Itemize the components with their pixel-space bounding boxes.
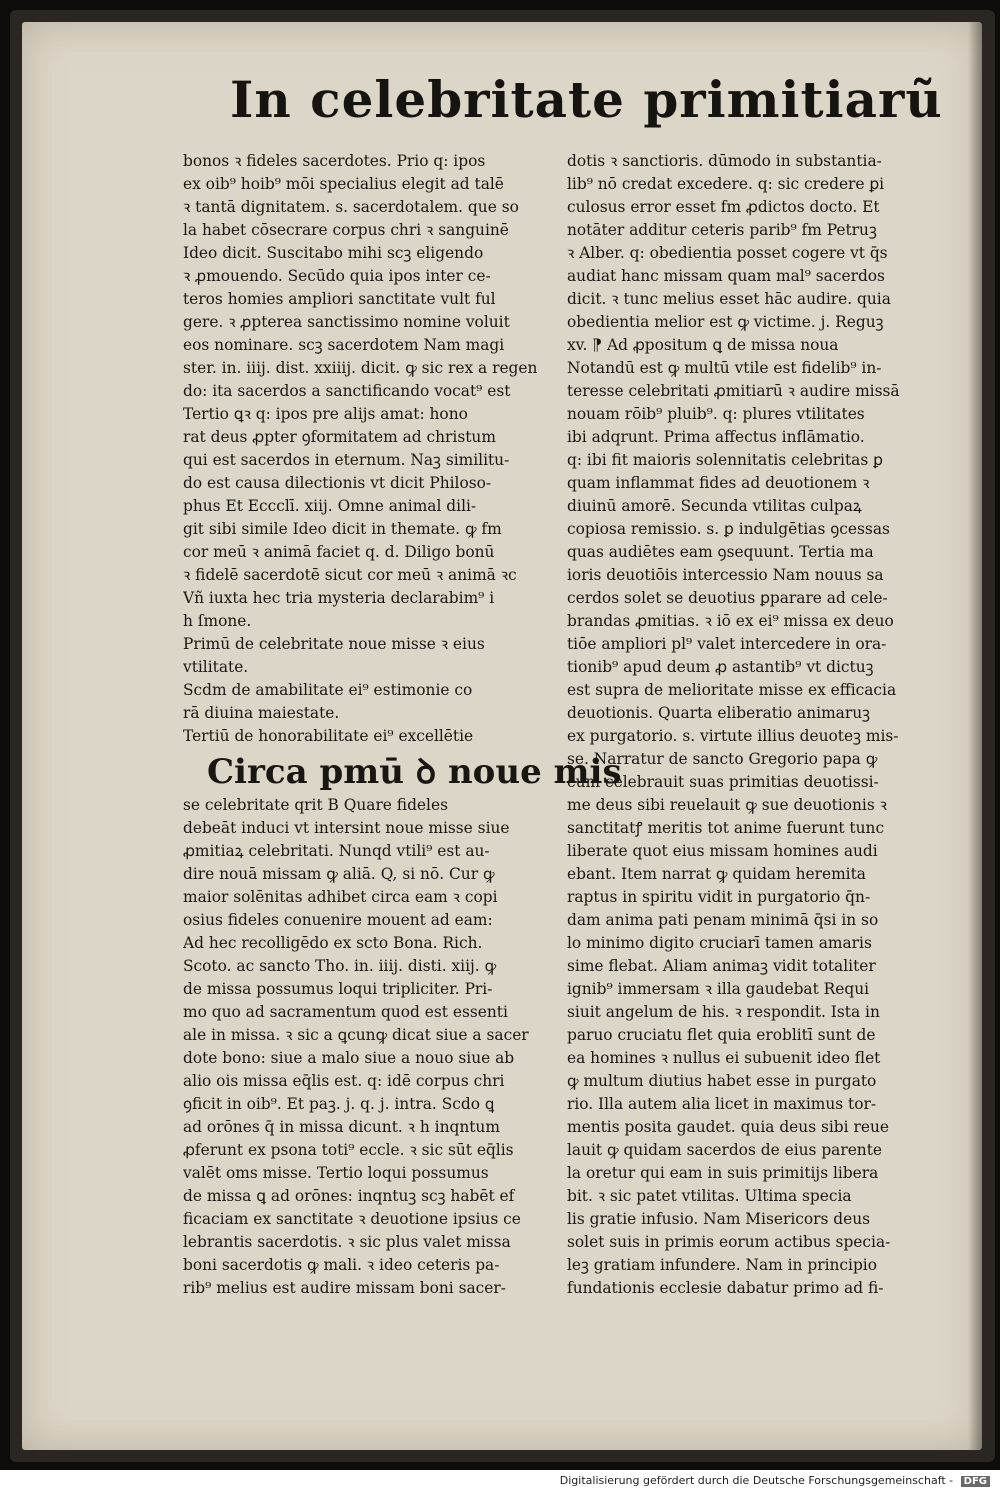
text-line: qui est sacerdos in eternum. Naꝫ similitu-	[183, 451, 510, 469]
text-line: ignib⁹ immersam ꝛ illa gaudebat Requi	[567, 980, 870, 998]
left-column-text-block-b	[183, 794, 551, 1300]
text-line: boni sacerdotis ꝙ mali. ꝛ ideo ceteris pa-	[183, 1256, 500, 1274]
text-line: de missa ꝗ ad orōnes: inqntuꝫ scꝫ habēt ef	[183, 1187, 515, 1205]
text-line: Tertiū de honorabilitate ei⁹ excellētie	[183, 727, 474, 745]
text-line: ꝛ fidelē sacerdotē sicut cor meū ꝛ animā ꝛc	[183, 566, 517, 584]
text-line: Scdm de amabilitate ei⁹ estimonie co	[183, 681, 473, 699]
text-line: ꝛ tantā dignitatem. s. sacerdotalem. que so	[183, 198, 519, 216]
right-column	[567, 150, 935, 1300]
text-line: lebrantis sacerdotis. ꝛ sic plus valet missa	[183, 1233, 511, 1251]
text-line: brandas ꝓmitias. ꝛ iō ex ei⁹ missa ex deuo	[567, 612, 894, 630]
text-line: Vñ iuxta hec tria mysteria declarabim⁹ i	[183, 589, 495, 607]
text-line: do est causa dilectionis vt dicit Philoso-	[183, 474, 492, 492]
text-line: ꝓmitiaꝝ celebritati. Nunqd vtili⁹ est au-	[183, 842, 490, 860]
text-line: Scoto. ac sancto Tho. in. iiij. disti. xiij. ꝙ	[183, 957, 497, 975]
text-line: quam inflammat fides ad deuotionem ꝛ	[567, 474, 870, 492]
text-line: tionib⁹ apud deum ꝓ astantib⁹ vt dictuꝫ	[567, 658, 874, 676]
text-line: rio. Illa autem alia licet in maximus tor-	[567, 1095, 877, 1113]
text-line: lo minimo digito cruciarī tamen amaris	[567, 934, 872, 952]
text-line: rat deus ꝓpter ꝯformitatem ad christum	[183, 428, 496, 446]
text-line: solet suis in primis eorum actibus specia-	[567, 1233, 891, 1251]
text-line: ꝙ multum diutius habet esse in purgato	[567, 1072, 877, 1090]
text-line: ꝓferunt ex psona toti⁹ eccle. ꝛ sic sūt eq̄lis	[183, 1141, 514, 1159]
text-line: rib⁹ melius est audire missam boni sacer-	[183, 1279, 506, 1297]
text-line: de missa possumus loqui tripliciter. Pri-	[183, 980, 493, 998]
text-line: nouam rōib⁹ pluib⁹. q: plures vtilitates	[567, 405, 865, 423]
text-line: dam anima pati penam minimā q̄si in so	[567, 911, 879, 929]
text-line: lib⁹ nō credat excedere. q: sic credere ꝑi	[567, 175, 885, 193]
text-line: dote bono: siue a malo siue a nouo siue ab	[183, 1049, 515, 1067]
text-line: ioris deuotiōis intercessio Nam nouus sa	[567, 566, 884, 584]
text-line: Notandū est ꝙ multū vtile est fidelib⁹ in-	[567, 359, 882, 377]
left-column	[183, 150, 622, 1300]
text-line: ea homines ꝛ nullus ei subuenit ideo flet	[567, 1049, 881, 1067]
text-line: Tertio ꝗꝛ q: ipos pre alijs amat: hono	[183, 405, 468, 423]
section-heading: Circa pmū ꝺ noue mis	[207, 752, 622, 792]
text-line: leꝫ gratiam infundere. Nam in principio	[567, 1256, 877, 1274]
text-line: dire nouā missam ꝙ aliā. Q, si nō. Cur ꝙ	[183, 865, 495, 883]
text-line: quas audiētes eam ꝯsequunt. Tertia ma	[567, 543, 874, 561]
text-line: cerdos solet se deuotius ꝑparare ad cele-	[567, 589, 888, 607]
text-line: deuotionis. Quarta eliberatio animaruꝫ	[567, 704, 870, 722]
text-line: phus Et Eccclī. xiij. Omne animal dili-	[183, 497, 477, 515]
text-line: Ad hec recolligēdo ex scto Bona. Rich.	[183, 934, 483, 952]
text-line: vtilitate.	[183, 658, 249, 676]
digitization-credit	[560, 1474, 990, 1487]
text-line: ꝛ Alber. q: obedientia posset cogere vt q̄s	[567, 244, 888, 262]
text-line: est supra de melioritate misse ex efficacia	[567, 681, 897, 699]
text-line: siuit angelum de his. ꝛ respondit. Ista in	[567, 1003, 880, 1021]
text-line: se. Narratur de sancto Gregorio papa ꝙ	[567, 750, 878, 768]
text-line: ex oib⁹ hoib⁹ mōi specialius elegit ad talē	[183, 175, 504, 193]
left-column-text-block-a	[183, 150, 551, 748]
right-column-text-block	[567, 150, 935, 1300]
text-line: gere. ꝛ ꝓpterea sanctissimo nomine voluit	[183, 313, 510, 331]
text-line: git sibi simile Ideo dicit in themate. ꝙ fm	[183, 520, 502, 538]
text-line: me deus sibi reuelauit ꝙ sue deuotionis ꝛ	[567, 796, 887, 814]
text-line: notāter additur ceteris parib⁹ fm Petruꝫ	[567, 221, 877, 239]
text-line: ad orōnes q̄ in missa dicunt. ꝛ h inqntum	[183, 1118, 500, 1136]
text-line: paruo cruciatu flet quia eroblitī sunt de	[567, 1026, 876, 1044]
text-line: Ideo dicit. Suscitabo mihi scꝫ eligendo	[183, 244, 484, 262]
text-line: la oretur qui eam in suis primitijs libera	[567, 1164, 879, 1182]
text-line: dotis ꝛ sanctioris. dūmodo in substantia-	[567, 152, 882, 170]
text-line: osius fideles conuenire mouent ad eam:	[183, 911, 493, 929]
text-line: fundationis ecclesie dabatur primo ad fi-	[567, 1279, 884, 1297]
text-line: cum celebrauit suas primitias deuotissi-	[567, 773, 879, 791]
text-line: mo quo ad sacramentum quod est essenti	[183, 1003, 508, 1021]
text-line: maior solēnitas adhibet circa eam ꝛ copi	[183, 888, 498, 906]
text-line: lis gratie infusio. Nam Misericors deus	[567, 1210, 871, 1228]
text-line: tiōe ampliori pl⁹ valet intercedere in ora-	[567, 635, 887, 653]
text-line: h ſmone.	[183, 612, 252, 630]
text-line: cor meū ꝛ animā faciet q. d. Diligo bonū	[183, 543, 495, 561]
text-line: teros homies ampliori sanctitate vult ful	[183, 290, 496, 308]
text-line: culosus error esset fm ꝓdictos docto. Et	[567, 198, 880, 216]
text-line: alio ois missa eq̄lis est. q: idē corpus chri	[183, 1072, 505, 1090]
text-line: do: ita sacerdos a sanctificando vocat⁹ est	[183, 382, 511, 400]
text-line: rā diuina maiestate.	[183, 704, 340, 722]
text-line: valēt oms misse. Tertio loqui possumus	[183, 1164, 489, 1182]
text-line: ꝯficit in oib⁹. Et paꝫ. j. q. j. intra. Scdo ꝗ	[183, 1095, 495, 1113]
running-header: In celebritate primitiarũ	[230, 70, 943, 129]
text-line: liberate quot eius missam homines audi	[567, 842, 878, 860]
text-line: ꝛ ꝓmouendo. Secūdo quia ipos inter ce-	[183, 267, 491, 285]
text-line: eos nominare. scꝫ sacerdotem Nam magi	[183, 336, 505, 354]
page-gutter-shadow	[968, 22, 982, 1450]
text-line: se celebritate qrit B Quare fideles	[183, 796, 448, 814]
text-line: teresse celebritati ꝓmitiarū ꝛ audire missā	[567, 382, 900, 400]
text-line: Primū de celebritate noue misse ꝛ eius	[183, 635, 485, 653]
text-line: ex purgatorio. s. virtute illius deuoteꝫ mis-	[567, 727, 899, 745]
credit-text: Digitalisierung gefördert durch die Deutsche Forschungsgemeinschaft -	[559, 1474, 954, 1487]
text-line: ster. in. iiij. dist. xxiiij. dicit. ꝙ sic rex a regen	[183, 359, 538, 377]
text-line: debeāt induci vt intersint noue misse siue	[183, 819, 510, 837]
text-line: xv. ⁋ Ad ꝓpositum ꝗ de missa noua	[567, 336, 839, 354]
dfg-logo: DFG	[961, 1476, 990, 1487]
text-line: dicit. ꝛ tunc melius esset hāc audire. quia	[567, 290, 891, 308]
text-line: ebant. Item narrat ꝙ quidam heremita	[567, 865, 866, 883]
text-line: sime flebat. Aliam animaꝫ vidit totaliter	[567, 957, 876, 975]
text-line: copiosa remissio. s. ꝑ indulgētias ꝯcessas	[567, 520, 890, 538]
text-line: la habet cōsecrare corpus chri ꝛ sanguinē	[183, 221, 509, 239]
text-line: lauit ꝙ quidam sacerdos de eius parente	[567, 1141, 883, 1159]
text-line: audiat hanc missam quam mal⁹ sacerdos	[567, 267, 885, 285]
text-line: mentis posita gaudet. quia deus sibi reue	[567, 1118, 889, 1136]
text-line: diuinū amorē. Secunda vtilitas culpaꝝ	[567, 497, 862, 515]
text-line: ficaciam ex sanctitate ꝛ deuotione ipsius ce	[183, 1210, 521, 1228]
text-line: sanctitatꝭ meritis tot anime fuerunt tunc	[567, 819, 885, 837]
text-line: ibi adqrunt. Prima affectus inflāmatio.	[567, 428, 865, 446]
text-line: bit. ꝛ sic patet vtilitas. Ultima specia	[567, 1187, 852, 1205]
text-line: q: ibi fit maioris solennitatis celebritas ꝑ	[567, 451, 883, 469]
text-line: raptus in spiritu vidit in purgatorio q̄n-	[567, 888, 871, 906]
text-line: bonos ꝛ fideles sacerdotes. Prio q: ipos	[183, 152, 486, 170]
text-line: obedientia melior est ꝙ victime. j. Reguꝫ	[567, 313, 884, 331]
text-line: ale in missa. ꝛ sic a ꝗcunꝙ dicat siue a sacer	[183, 1026, 529, 1044]
